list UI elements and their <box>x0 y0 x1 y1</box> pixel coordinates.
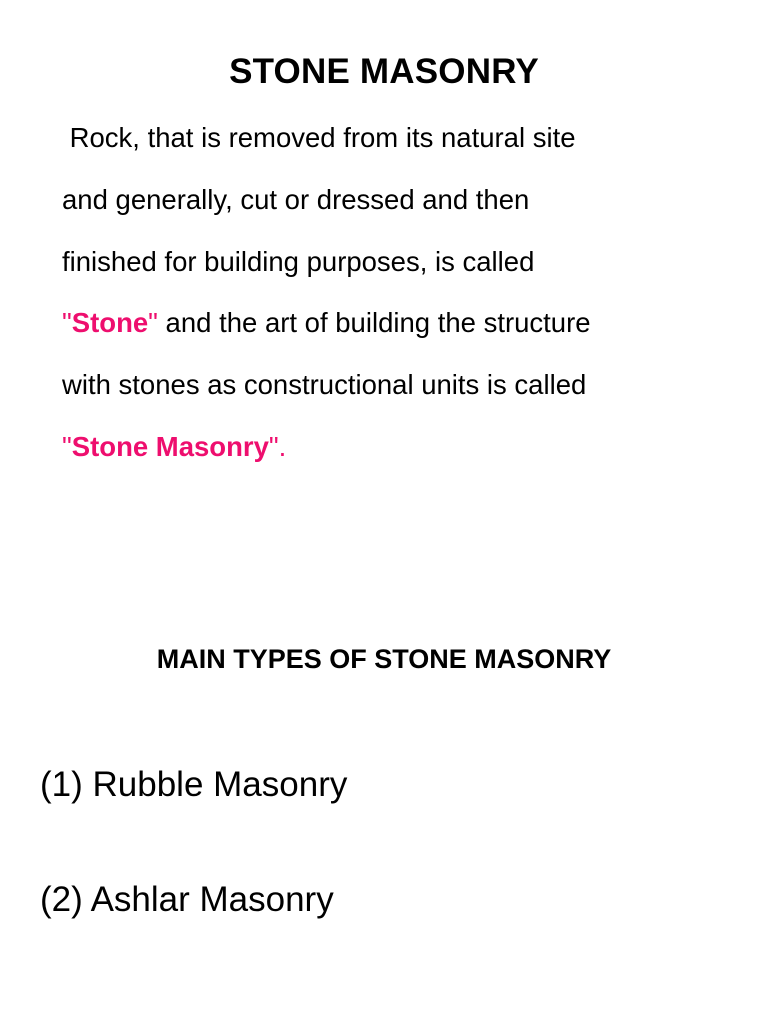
intro-line-4-rest: and the art of building the structure <box>157 307 591 339</box>
types-heading: MAIN TYPES OF STONE MASONRY <box>156 644 612 674</box>
stone-masonry-close-quote: " <box>268 430 279 462</box>
list-item-ashlar-masonry: (2) Ashlar Masonry <box>40 880 334 919</box>
types-list <box>40 756 347 986</box>
intro-line-2: and generally, cut or dressed and then <box>62 183 530 215</box>
final-period: . <box>278 430 287 462</box>
stone-masonry-term: Stone Masonry <box>71 430 269 462</box>
stone-term: Stone <box>71 307 149 339</box>
page-title: STONE MASONRY <box>229 52 539 91</box>
stone-open-quote: " <box>62 307 72 339</box>
intro-line-1: Rock, that is removed from its natural site <box>62 122 576 153</box>
stone-masonry-open-quote: " <box>62 430 72 462</box>
stone-close-quote: " <box>148 307 158 339</box>
intro-line-4 <box>62 292 742 354</box>
intro-line-3: finished for building purposes, is called <box>62 245 535 277</box>
intro-line-6 <box>62 416 742 478</box>
intro-paragraph <box>62 107 742 478</box>
intro-line-5: with stones as constructional units is called <box>62 369 587 401</box>
list-item-rubble-masonry: (1) Rubble Masonry <box>40 765 348 804</box>
